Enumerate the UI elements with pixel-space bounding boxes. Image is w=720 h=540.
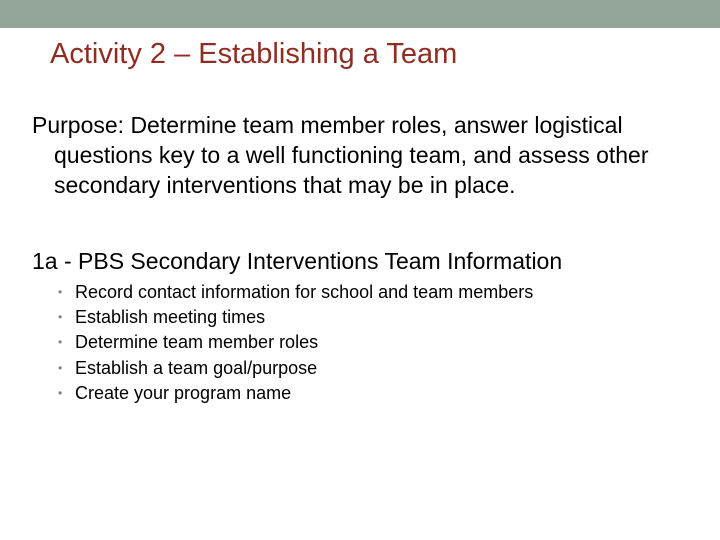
- bullet-item: [58, 381, 702, 406]
- bullet-icon: •: [58, 360, 63, 375]
- bullet-list: [32, 280, 702, 406]
- bullet-icon: •: [58, 285, 63, 299]
- bullet-item: [58, 305, 702, 330]
- bullet-text: Establish meeting times: [75, 307, 266, 328]
- bullet-text: Record contact information for school and team members: [75, 282, 534, 302]
- bullet-text: Establish a team goal/purpose: [75, 357, 318, 378]
- purpose-paragraph: Purpose: Determine team member roles, answer logistical questions key to a well functioning team, and assess other secondary interventions that may be in place.: [32, 112, 649, 198]
- bullet-icon: •: [58, 335, 63, 350]
- slide-title: Activity 2 – Establishing a Team: [50, 38, 458, 70]
- bullet-icon: •: [58, 310, 63, 325]
- slide-body: [32, 110, 702, 406]
- bullet-icon: •: [58, 385, 63, 400]
- bullet-item: [58, 356, 702, 381]
- top-accent-bar: [0, 0, 720, 28]
- section-heading: 1a - PBS Secondary Interventions Team Information: [32, 248, 563, 274]
- bullet-item: [58, 280, 702, 305]
- bullet-text: Create your program name: [75, 382, 292, 403]
- bullet-text: Determine team member roles: [75, 332, 319, 353]
- bullet-item: [58, 330, 702, 355]
